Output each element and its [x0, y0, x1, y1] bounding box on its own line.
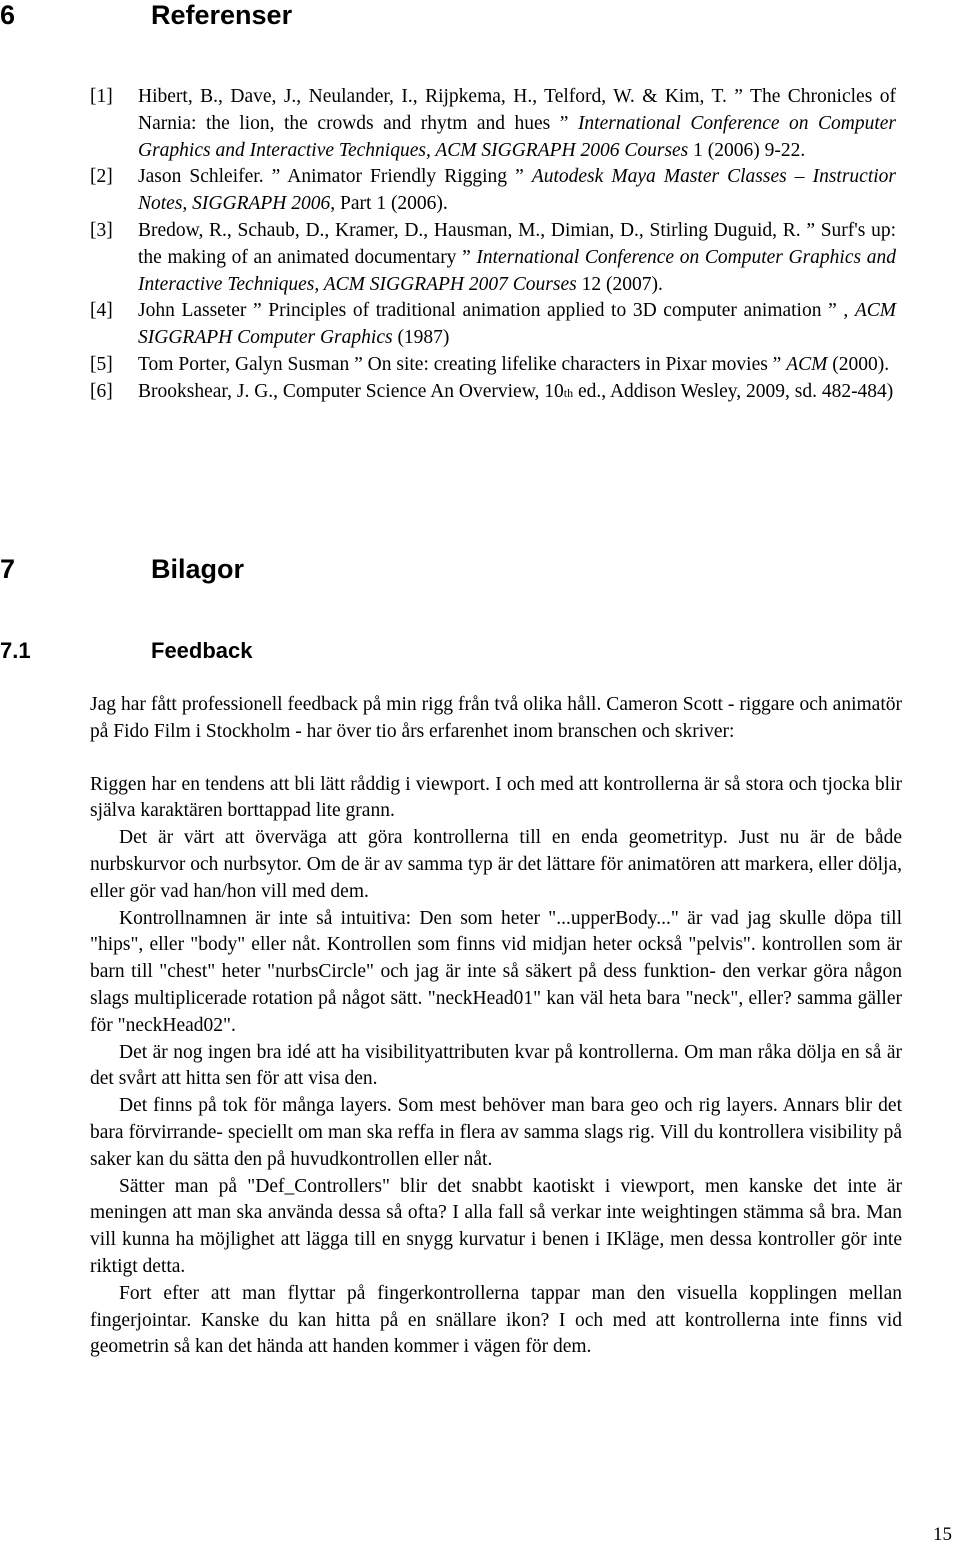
reference-italic-run: ACM SIGGRAPH Computer Graphics	[138, 300, 896, 349]
reference-text	[138, 166, 896, 214]
feedback-body	[90, 692, 902, 1361]
reference-list	[90, 84, 896, 407]
reference-number: [6]	[90, 380, 113, 402]
reference-text	[138, 86, 896, 161]
feedback-paragraph: Fort efter att man flyttar på fingerkontrollerna tappar man den visuella kopplingen mellan fingerjointar. Kanske du kan hitta på en snällare ikon? I och med att kontrollerna inte finns vid geometrin så kan det hända att handen kommer i vägen för dem.	[90, 1282, 902, 1358]
subsection-number: 7.1	[0, 638, 31, 663]
reference-text	[138, 300, 896, 348]
reference-text-run: Brookshear, J. G., Computer Science An Overview, 10	[138, 380, 564, 402]
reference-italic-run: ACM	[786, 353, 828, 375]
section-number: 6	[0, 0, 16, 30]
reference-text-run: 1 (2006) 9-22.	[688, 139, 806, 161]
reference-item	[90, 379, 896, 407]
reference-text-run: (1987)	[392, 327, 450, 349]
feedback-intro: Jag har fått professionell feedback på min rigg från två olika håll. Cameron Scott - riggare och animatör på Fido Film i Stockholm - har över tio års erfarenhet inom branschen och skriver:	[90, 694, 902, 742]
reference-italic-run: Autodesk Maya Master Classes – Instructior Notes, SIGGRAPH 2006	[138, 166, 897, 215]
reference-text-run: Tom Porter, Galyn Susman ” On site: creating lifelike characters in Pixar movies ”	[138, 353, 787, 375]
reference-italic-run: International Conference on Computer Graphics and Interactive Techniques, ACM SIGGRAPH 2007 Courses	[138, 246, 896, 295]
reference-text-run: (2000).	[827, 353, 890, 375]
reference-item	[90, 218, 896, 298]
feedback-paragraph: Kontrollnamnen är inte så intuitiva: Den som heter "...upperBody..." är vad jag skulle döpa till "hips", eller "body" eller nåt. Kontrollen som finns vid midjan heter också "pelvis". kontrollen som är barn till "chest" heter "nurbsCircle" och jag är inte så säkert på dess funktion- den verkar göra någon slags multiplicerade rotation på något sätt. "neckHead01" kan väl heta bara "neck", eller? samma gäller för "neckHead02".	[90, 907, 902, 1036]
subsection-title: Feedback	[151, 638, 253, 663]
reference-text-run: ed., Addison Wesley, 2009, sd. 482-484)	[573, 380, 894, 402]
reference-italic-run: International Conference on Computer Graphics and Interactive Techniques, ACM SIGGRAPH 2006 Courses	[138, 112, 897, 161]
reference-number: [2]	[90, 166, 113, 188]
reference-text-run: , Part 1 (2006).	[330, 193, 448, 215]
reference-text-run: th	[563, 385, 574, 400]
page-number: 15	[933, 1524, 952, 1545]
feedback-paragraph: Riggen har en tendens att bli lätt råddig i viewport. I och med att kontrollerna är så stora och tjocka blir själva karaktären borttappad lite grann.	[90, 773, 902, 822]
reference-text	[138, 381, 893, 402]
reference-text-run: Hibert, B., Dave, J., Neulander, I., Rijpkema, H., Telford, W. & Kim, T. ” The Chronicles of Narnia: the lion, the crowds and rhytm and hues ”	[138, 86, 896, 134]
reference-text-run: John Lasseter ” Principles of traditional animation applied to 3D computer animation ” ,	[138, 300, 855, 322]
section-title: Bilagor	[151, 554, 245, 584]
reference-text-run: 12 (2007).	[576, 273, 663, 295]
reference-number: [1]	[90, 86, 113, 107]
reference-text	[138, 354, 889, 375]
reference-text-run: Bredow, R., Schaub, D., Kramer, D., Hausman, M., Dimian, D., Stirling Duguid, R. ” Surf's up: the making of an animated documentary ”	[138, 219, 896, 268]
section-number: 7	[0, 554, 16, 584]
reference-text	[138, 220, 896, 295]
feedback-paragraph: Det är nog ingen bra idé att ha visibilityattributen kvar på kontrollerna. Om man råka dölja en så är det svårt att hitta sen för att visa den.	[90, 1041, 902, 1090]
reference-text-run: Jason Schleifer. ” Animator Friendly Rigging ”	[138, 166, 532, 188]
reference-item	[90, 298, 896, 352]
reference-number: [4]	[90, 300, 113, 322]
reference-number: [5]	[90, 353, 113, 375]
reference-item	[90, 164, 896, 218]
feedback-paragraph: Det är värt att överväga att göra kontrollerna till en enda geometrityp. Just nu är de både nurbskurvor och nurbsytor. Om de är av samma typ är det lättare för animatören att markera, eller dölja, eller gör vad han/hon vill med dem.	[90, 827, 902, 902]
reference-number: [3]	[90, 219, 113, 241]
reference-item	[90, 84, 896, 164]
section-title: Referenser	[151, 0, 293, 30]
feedback-paragraph: Det finns på tok för många layers. Som mest behöver man bara geo och rig layers. Annars blir det bara förvirrande- speciellt om man ska reffa in flera av samma slags rig. Vill du kontrollera visibility på saker kan du sätta den på huvudkontrollen eller nåt.	[90, 1095, 902, 1170]
reference-item	[90, 352, 896, 379]
feedback-paragraph: Sätter man på "Def_Controllers" blir det snabbt kaotiskt i viewport, men kanske det inte är meningen att man ska använda dessa så ofta? I alla fall så verkar inte weightingen stämma så bra. Man vill kunna ha möjlighet att lägga till en snygg kurvatur i benen i IKläge, men dessa kontroller gör inte riktigt detta.	[90, 1175, 902, 1277]
